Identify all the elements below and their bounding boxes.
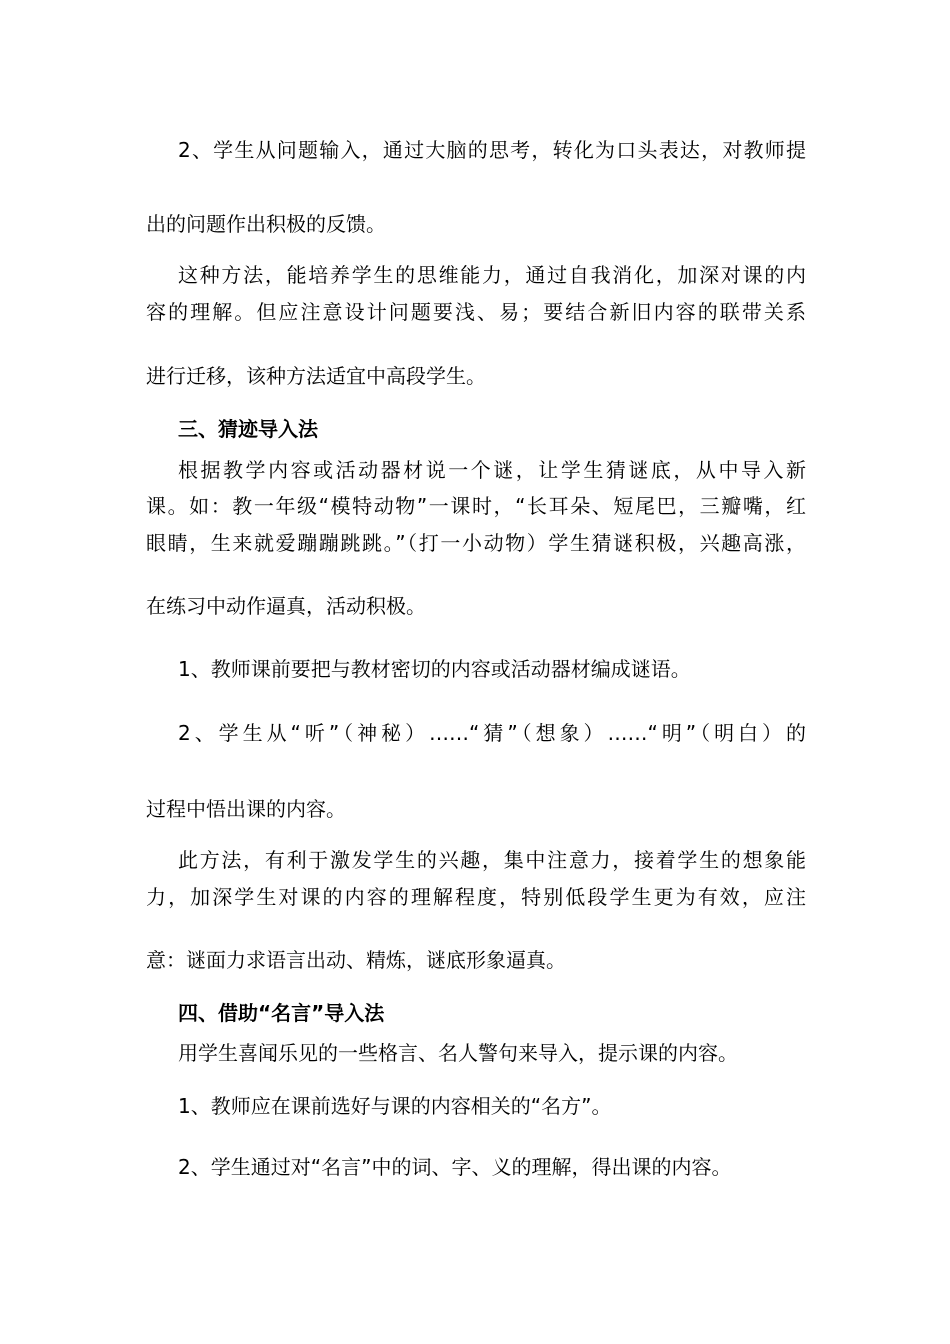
list-item: 1、教师课前要把与教材密切的内容或活动器材编成谜语。 (178, 657, 691, 681)
paragraph-line: 用学生喜闻乐见的一些格言、名人警句来导入，提示课的内容。 (178, 1041, 738, 1065)
paragraph-line: 课。如：教一年级“模特动物”一课时，“长耳朵、短尾巴，三瓣嘴，红 (146, 494, 806, 518)
list-item: 2、学生从“听”（神秘）……“猜”（想象）……“明”（明白）的 (178, 721, 806, 745)
paragraph-line: 2、学生从问题输入，通过大脑的思考，转化为口头表达，对教师提 (178, 138, 806, 162)
paragraph-line: 力，加深学生对课的内容的理解程度，特别低段学生更为有效，应注 (146, 885, 806, 909)
section-heading: 三、猜迹导入法 (178, 417, 318, 441)
list-item: 1、教师应在课前选好与课的内容相关的“名方”。 (178, 1094, 612, 1118)
paragraph-line: 根据教学内容或活动器材说一个谜，让学生猜谜底，从中导入新 (178, 458, 806, 482)
paragraph-line: 此方法，有利于激发学生的兴趣，集中注意力，接着学生的想象能 (178, 848, 806, 872)
paragraph-line: 过程中悟出课的内容。 (146, 797, 346, 821)
paragraph-line: 眼睛，生来就爱蹦蹦跳跳。”（打一小动物）学生猜谜积极，兴趣高涨， (146, 531, 806, 555)
paragraph-line: 这种方法，能培养学生的思维能力，通过自我消化，加深对课的内 (178, 263, 806, 287)
paragraph-line: 出的问题作出积极的反馈。 (146, 212, 386, 236)
list-item: 2、学生通过对“名言”中的词、字、义的理解，得出课的内容。 (178, 1155, 732, 1179)
paragraph-line: 在练习中动作逼真，活动积极。 (146, 594, 426, 618)
section-heading: 四、借助“名言”导入法 (178, 1001, 385, 1025)
paragraph-line: 容的理解。但应注意设计问题要浅、易；要结合新旧内容的联带关系 (146, 300, 806, 324)
paragraph-line: 意：谜面力求语言出动、精炼，谜底形象逼真。 (146, 948, 566, 972)
paragraph-line: 进行迁移，该种方法适宜中高段学生。 (146, 364, 486, 388)
